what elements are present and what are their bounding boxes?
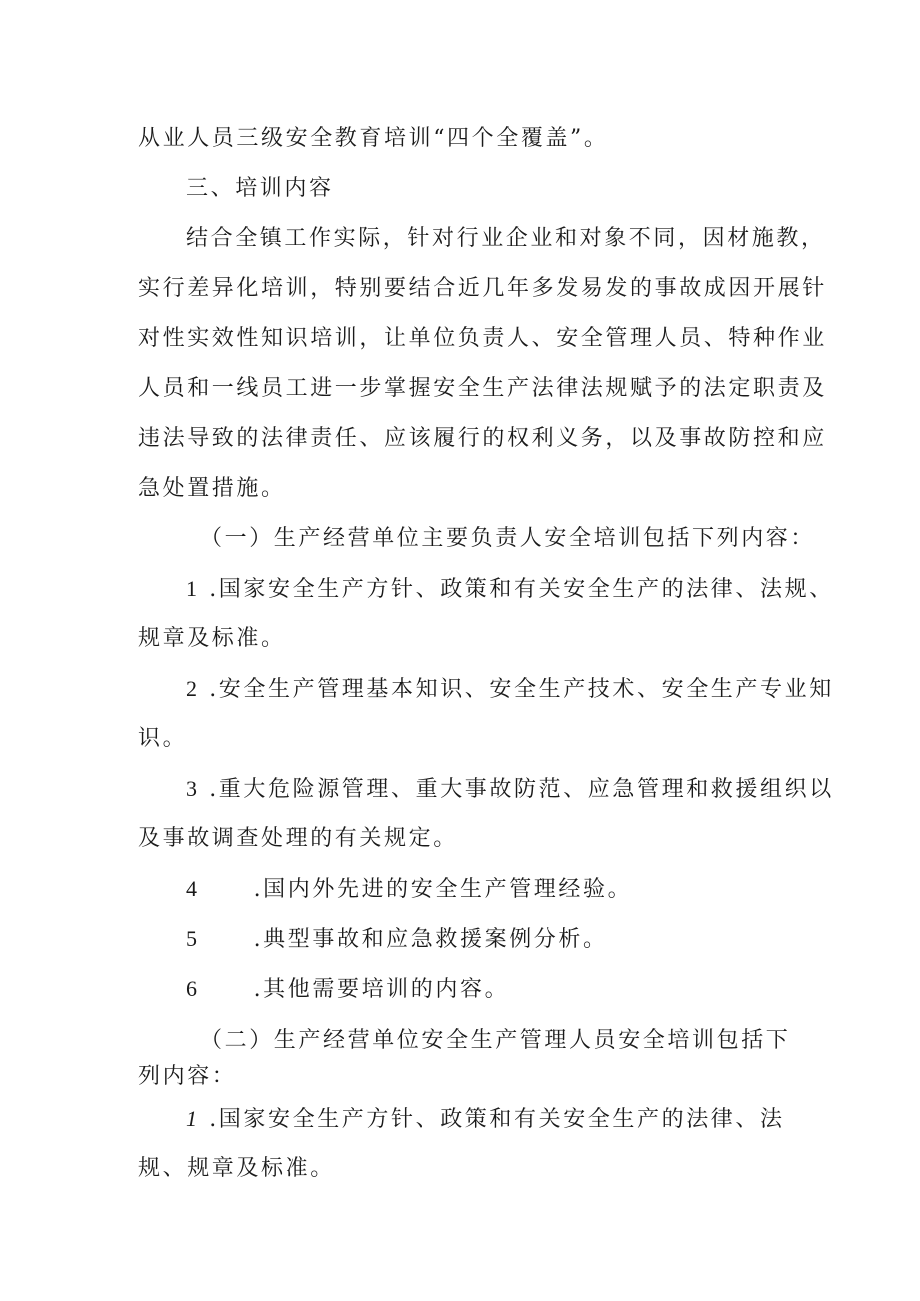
paragraph-line: 对性实效性知识培训，让单位负责人、安全管理人员、特种作业 [138, 326, 827, 351]
list-item-number: 1 [186, 576, 200, 601]
list-item-text: .其他需要培训的内容。 [253, 977, 510, 1002]
paragraph-line: 实行差异化培训，特别要结合近几年多发易发的事故成因开展针 [138, 276, 827, 301]
list-item [186, 574, 834, 605]
list-item-text: .安全生产管理基本知识、安全生产技术、安全生产专业知 [209, 677, 834, 702]
list-item-number: 3 [186, 776, 200, 801]
list-item-number: 6 [186, 976, 200, 1001]
list-item-text: .国家安全生产方针、政策和有关安全生产的法律、法 [209, 1107, 785, 1132]
list-item [186, 924, 608, 955]
list-item-text: .国内外先进的安全生产管理经验。 [253, 877, 633, 902]
paragraph-line: 违法导致的法律责任、应该履行的权利义务，以及事故防控和应 [138, 426, 827, 451]
list-item-text: .重大危险源管理、重大事故防范、应急管理和救援组织以 [209, 777, 834, 802]
subsection-heading: （一）生产经营单位主要负责人安全培训包括下列内容： [200, 526, 816, 551]
list-item [186, 1104, 785, 1135]
list-item [186, 874, 632, 905]
list-item [186, 974, 509, 1005]
paragraph-line: 急处置措施。 [138, 476, 286, 501]
section-heading: 三、培训内容 [186, 176, 334, 201]
paragraph-line: 及事故调查处理的有关规定。 [138, 826, 458, 851]
paragraph-line: 列内容： [138, 1064, 237, 1089]
paragraph-line: 人员和一线员工进一步掌握安全生产法律法规赋予的法定职责及 [138, 376, 827, 401]
subsection-heading: （二）生产经营单位安全生产管理人员安全培训包括下 [200, 1028, 791, 1053]
list-item-text: .典型事故和应急救援案例分析。 [253, 927, 608, 952]
list-item-number: 5 [186, 926, 200, 951]
list-item-number: 2 [186, 676, 200, 701]
list-item [186, 774, 834, 805]
list-item-number: 4 [186, 876, 200, 901]
list-item-number: 1 [186, 1106, 200, 1131]
paragraph-line: 结合全镇工作实际，针对行业企业和对象不同，因材施教， [186, 226, 826, 251]
list-item [186, 674, 834, 705]
paragraph-line: 规章及标准。 [138, 626, 286, 651]
paragraph-line: 从业人员三级安全教育培训“四个全覆盖”。 [138, 126, 609, 151]
paragraph-line: 识。 [138, 726, 188, 751]
list-item-text: .国家安全生产方针、政策和有关安全生产的法律、法规、 [209, 577, 834, 602]
paragraph-line: 规、规章及标准。 [138, 1156, 335, 1181]
